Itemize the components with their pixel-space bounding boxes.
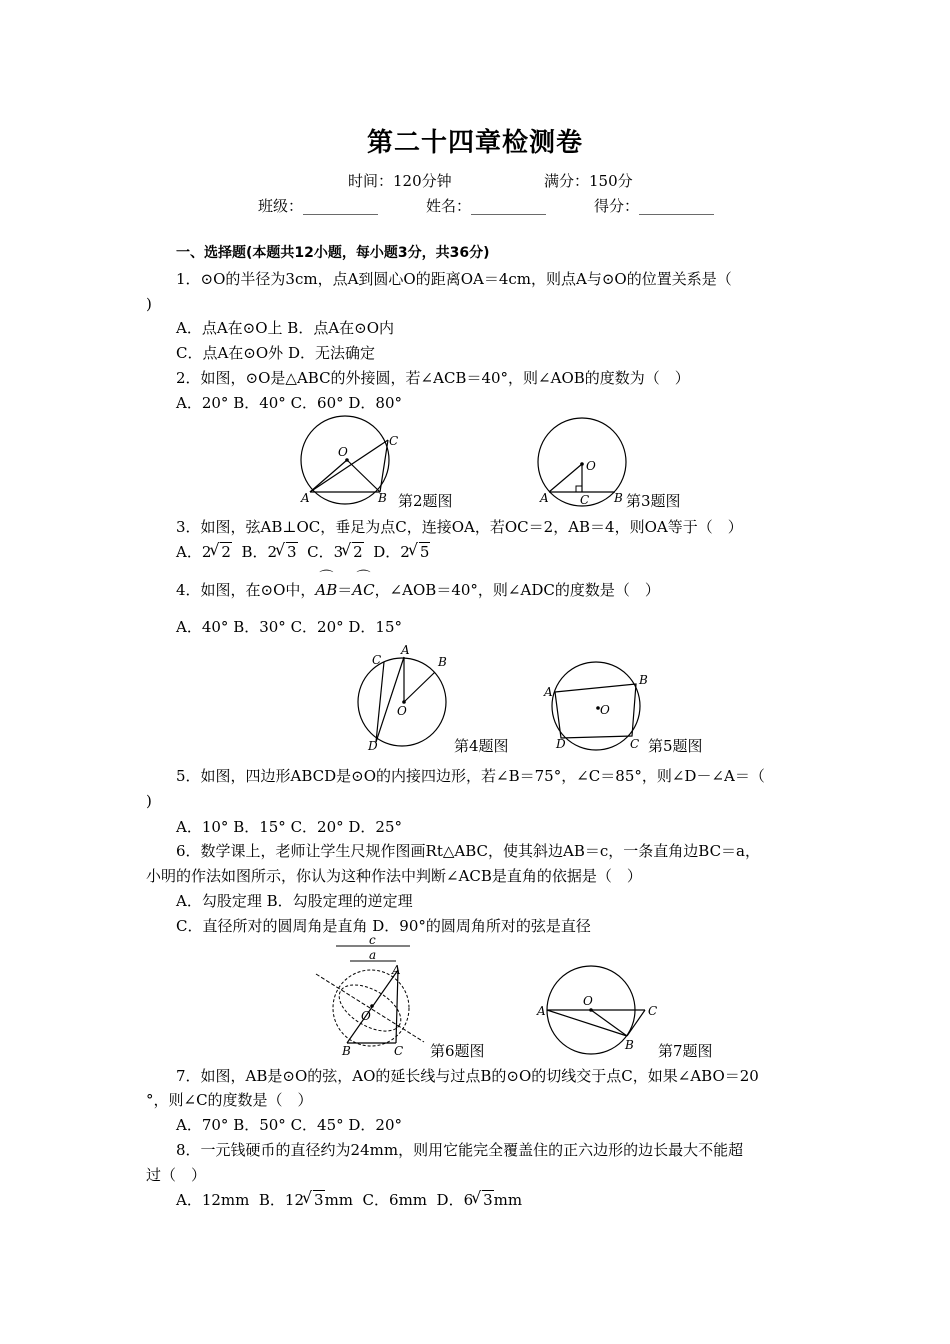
- fig6-label-c-length: c: [369, 933, 376, 947]
- q3-b-radical: √ 3: [278, 542, 298, 562]
- fig7-label-o: O: [583, 994, 593, 1008]
- fig6-label-a-length: a: [369, 948, 377, 962]
- q3-c-radical: √ 2: [344, 542, 364, 562]
- fig4-label-d: D: [368, 739, 378, 753]
- q3-d-prefix: D．2: [363, 543, 410, 561]
- fig7-label-b: B: [625, 1038, 634, 1052]
- fig6-label-o: O: [361, 1009, 371, 1023]
- total-score-info: 满分：150分: [544, 172, 633, 190]
- figure-2-diagram: [290, 412, 400, 512]
- fig4-label-c: C: [372, 653, 382, 667]
- fig5-label-a: A: [544, 685, 553, 699]
- q6-options-ab: A．勾股定理 B．勾股定理的逆定理: [176, 892, 413, 910]
- q4-stem: 4．如图，在⊙O中，⌒ AB＝⌒ AC，∠AOB＝40°，则∠ADC的度数是（ ）: [176, 580, 660, 600]
- fig5-label-c: C: [630, 737, 640, 751]
- section-heading: 一、选择题(本题共12小题，每小题3分，共36分): [176, 245, 490, 261]
- q3-options: [176, 542, 430, 562]
- q4-arc-ab: ⌒ AB: [315, 580, 337, 600]
- fig5-label-d: D: [556, 737, 566, 751]
- figure-2-caption: 第2题图: [398, 492, 453, 510]
- q5-stem: 5．如图，四边形ABCD是⊙O的内接四边形，若∠B＝75°，∠C＝85°，则∠D－∠A＝（: [176, 767, 765, 785]
- fig4-label-o: O: [397, 704, 407, 718]
- fig3-label-a: A: [540, 491, 549, 505]
- figure-3-diagram: [530, 412, 640, 512]
- fig5-label-b: B: [639, 673, 648, 687]
- fig2-label-c: C: [389, 434, 399, 448]
- q7-stem: 7．如图，AB是⊙O的弦，AO的延长线与过点B的⊙O的切线交于点C，如果∠ABO＝20: [176, 1067, 759, 1085]
- q3-a-prefix: A．2: [176, 543, 212, 561]
- q3-stem: 3．如图，弦AB⊥OC，垂足为点C，连接OA，若OC＝2，AB＝4，则OA等于（ ）: [176, 518, 743, 536]
- figure-7-diagram: [535, 960, 665, 1060]
- q6-stem: 6．数学课上，老师让学生尺规作图画Rt△ABC，使其斜边AB＝c，一条直角边BC＝a，: [176, 842, 760, 860]
- q2-options: A．20° B．40° C．60° D．80°: [176, 394, 403, 412]
- q3-c-prefix: C．3: [297, 543, 344, 561]
- q8-stem-cont: 过（ ）: [146, 1166, 207, 1184]
- time-info: 时间：120分钟: [348, 172, 452, 190]
- page-title: 第二十四章检测卷: [366, 128, 583, 158]
- fig7-label-a: A: [537, 1004, 546, 1018]
- figure-3-caption: 第3题图: [626, 492, 681, 510]
- fig2-label-b: B: [378, 491, 387, 505]
- q8-b-radical: √ 3: [305, 1190, 325, 1210]
- q1-options-ab: A．点A在⊙O上 B．点A在⊙O内: [176, 319, 395, 337]
- fig4-label-b: B: [438, 655, 447, 669]
- fig2-label-o: O: [338, 445, 348, 459]
- figure-5-diagram: [540, 656, 652, 752]
- fig5-label-o: O: [600, 703, 610, 717]
- q6-options-cd: C．直径所对的圆周角是直角 D．90°的圆周角所对的弦是直径: [176, 917, 591, 935]
- score-field: 得分：__________: [594, 197, 715, 215]
- q3-d-radical: √ 5: [411, 542, 431, 562]
- figure-6-caption: 第6题图: [430, 1042, 485, 1060]
- q4-arc-ac: ⌒ AC: [352, 580, 374, 600]
- figure-7-caption: 第7题图: [658, 1042, 713, 1060]
- fig6-label-c: C: [394, 1044, 404, 1058]
- q1-stem: 1．⊙O的半径为3cm，点A到圆心O的距离OA＝4cm，则点A与⊙O的位置关系是（: [176, 270, 732, 288]
- q5-options: A．10° B．15° C．20° D．25°: [176, 818, 403, 836]
- fig6-label-b: B: [342, 1044, 351, 1058]
- q8-d-radical: √ 3: [474, 1190, 494, 1210]
- fig3-label-c: C: [580, 493, 590, 507]
- q7-options: A．70° B．50° C．45° D．20°: [176, 1116, 403, 1134]
- fig7-label-c: C: [648, 1004, 658, 1018]
- fig6-label-a: A: [392, 963, 401, 977]
- fig2-label-a: A: [301, 491, 310, 505]
- q7-stem-cont: °，则∠C的度数是（ ）: [146, 1091, 313, 1109]
- figure-5-caption: 第5题图: [648, 737, 703, 755]
- q6-stem-cont: 小明的作法如图所示，你认为这种作法中判断∠ACB是直角的依据是（ ）: [146, 867, 642, 885]
- q5-stem-cont: ): [146, 792, 152, 810]
- q8-options: A．12mm B．12√ 3mm C．6mm D．6√ 3mm: [176, 1190, 522, 1210]
- fig4-label-a: A: [401, 643, 410, 657]
- q2-stem: 2．如图，⊙O是△ABC的外接圆，若∠ACB＝40°，则∠AOB的度数为（ ）: [176, 369, 690, 387]
- q1-options-cd: C．点A在⊙O外 D．无法确定: [176, 344, 375, 362]
- q8-stem: 8．一元钱硬币的直径约为24mm，则用它能完全覆盖住的正六边形的边长最大不能超: [176, 1141, 744, 1159]
- q3-a-radical: √ 2: [212, 542, 232, 562]
- figure-6-diagram: [312, 934, 437, 1060]
- fig3-label-o: O: [586, 459, 596, 473]
- name-field: 姓名：__________: [426, 197, 547, 215]
- figure-4-diagram: [356, 644, 466, 756]
- fig3-label-b: B: [614, 491, 623, 505]
- figure-4-caption: 第4题图: [454, 737, 509, 755]
- q3-b-prefix: B．2: [231, 543, 278, 561]
- class-field: 班级：__________: [258, 197, 379, 215]
- q1-stem-cont: ): [146, 295, 152, 313]
- q4-options: A．40° B．30° C．20° D．15°: [176, 618, 403, 636]
